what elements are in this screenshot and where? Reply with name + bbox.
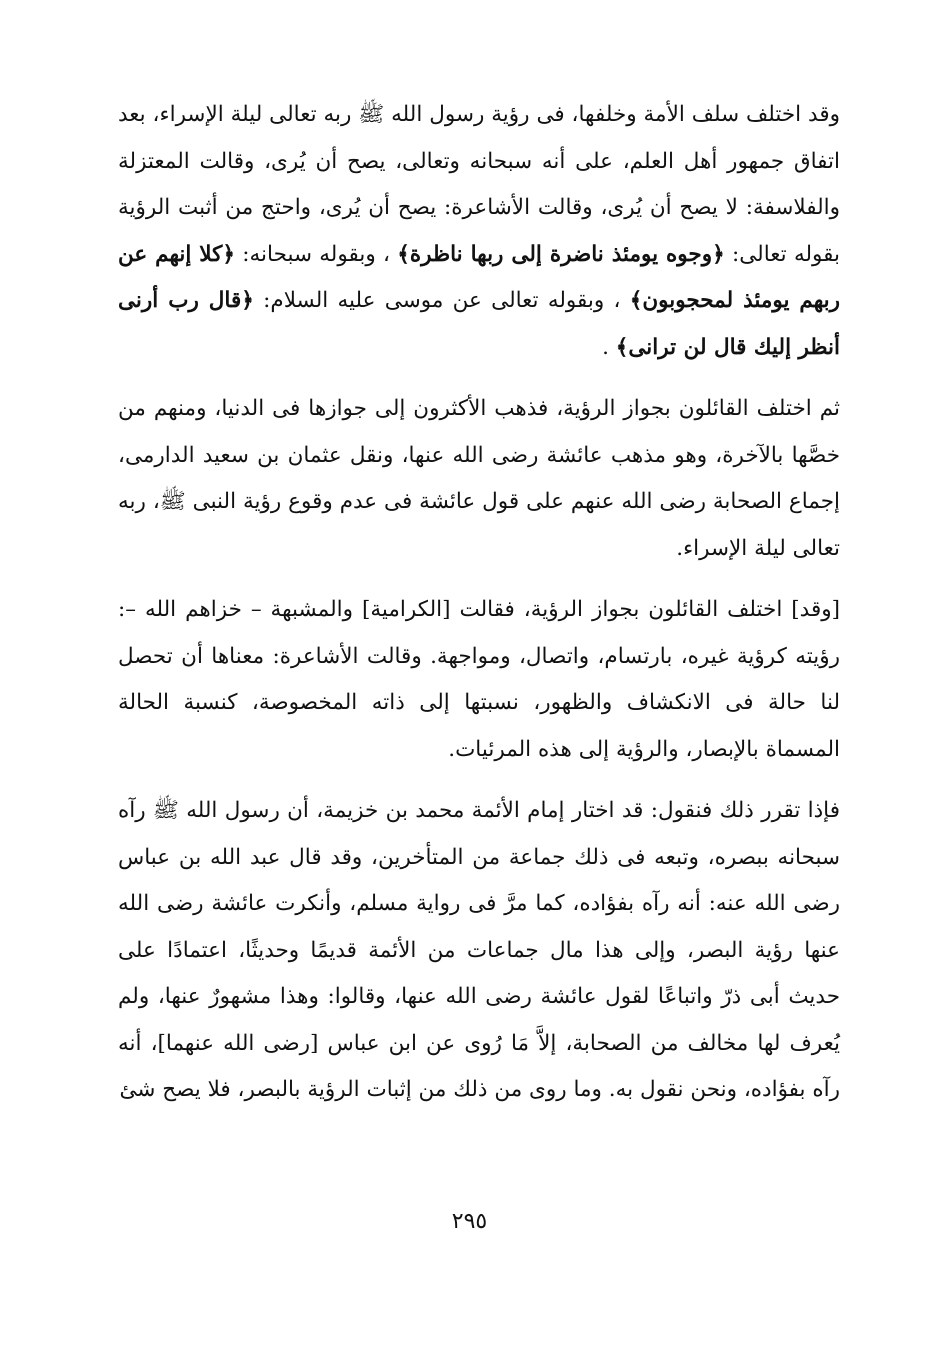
paragraph-text: ، وبقوله سبحانه: (234, 241, 398, 267)
page-body (118, 92, 840, 1114)
paragraph-text: . (602, 334, 616, 360)
quran-verse: ﴿قال رب أرنى أنظر إليك قال لن ترانى﴾ (118, 288, 840, 360)
page-number: ٢٩٥ (451, 1209, 488, 1234)
paragraph-text: [وقد] اختلف القائلون بجواز الرؤية، فقالت [الكرامية] والمشبهة – خزاهم الله –: رؤيته كرؤية غيره، بارتسام، واتصال، ومواجهة. وقالت الأشاعرة: معناها أن تحصل لنا حالة فى الانكشاف والظهور، نسبتها إلى ذاته المخصوصة، كنسبة الحالة المسماة بالإبصار، والرؤية إلى هذه المرئيات. (118, 597, 840, 762)
paragraph-nature-of-vision (118, 587, 840, 773)
paragraph-text: ثم اختلف القائلون بجواز الرؤية، فذهب الأكثرون إلى جوازها فى الدنيا، ومنهم من خصَّها بالآخرة، وهو مذهب عائشة رضى الله عنها، ونقل عثمان بن سعيد الدارمى، إجماع الصحابة رضى الله عنهم على قول عائشة فى عدم وقوع رؤية النبى ﷺ، ربه تعالى ليلة الإسراء. (118, 396, 840, 561)
paragraph-text: فإذا تقرر ذلك فنقول: قد اختار إمام الأئمة محمد بن خزيمة، أن رسول الله ﷺ رآه سبحانه ببصره، وتبعه فى ذلك جماعة من المتأخرين، وقد قال عبد الله بن عباس رضى الله عنه: أنه رآه بفؤاده، كما مرَّ فى رواية مسلم، وأنكرت عائشة رضى الله عنها رؤية البصر، وإلى هذا مال جماعات من الأئمة قديمًا وحديثًا، اعتمادًا على حديث أبى ذرّ واتباعًا لقول عائشة رضى الله عنها، وقالوا: وهذا مشهورٌ عنها، ولم يُعرف لها مخالف من الصحابة، إلاَّ مَا رُوى عن ابن عباس [رضى الله عنهما]، أنه رآه بفؤاده، ونحن نقول به. وما روى من ذلك من إثبات الرؤية بالبصر، فلا يصح شئ (118, 798, 840, 1102)
paragraph-vision-dispute (118, 92, 840, 371)
paragraph-this-world-or-hereafter (118, 386, 840, 572)
paragraph-text: وقد اختلف سلف الأمة وخلفها، فى رؤية رسول الله ﷺ ربه تعالى ليلة الإسراء، بعد اتفاق جمهور أهل العلم، على أنه سبحانه وتعالى، يصح أن يُرى، وقالت المعتزلة والفلاسفة: لا يصح أن يُرى، وقالت الأشاعرة: يصح أن يُرى، واحتج من أثبت الرؤية بقوله تعالى: (118, 102, 840, 267)
paragraph-text: ، وبقوله تعالى عن موسى عليه السلام: (253, 288, 630, 313)
paragraph-conclusion (118, 788, 840, 1114)
quran-verse: ﴿وجوه يومئذ ناضرة إلى ربها ناظرة﴾ (397, 241, 725, 267)
quran-verse: ﴿كلا إنهم عن ربهم يومئذ لمحجوبون﴾ (118, 241, 840, 313)
